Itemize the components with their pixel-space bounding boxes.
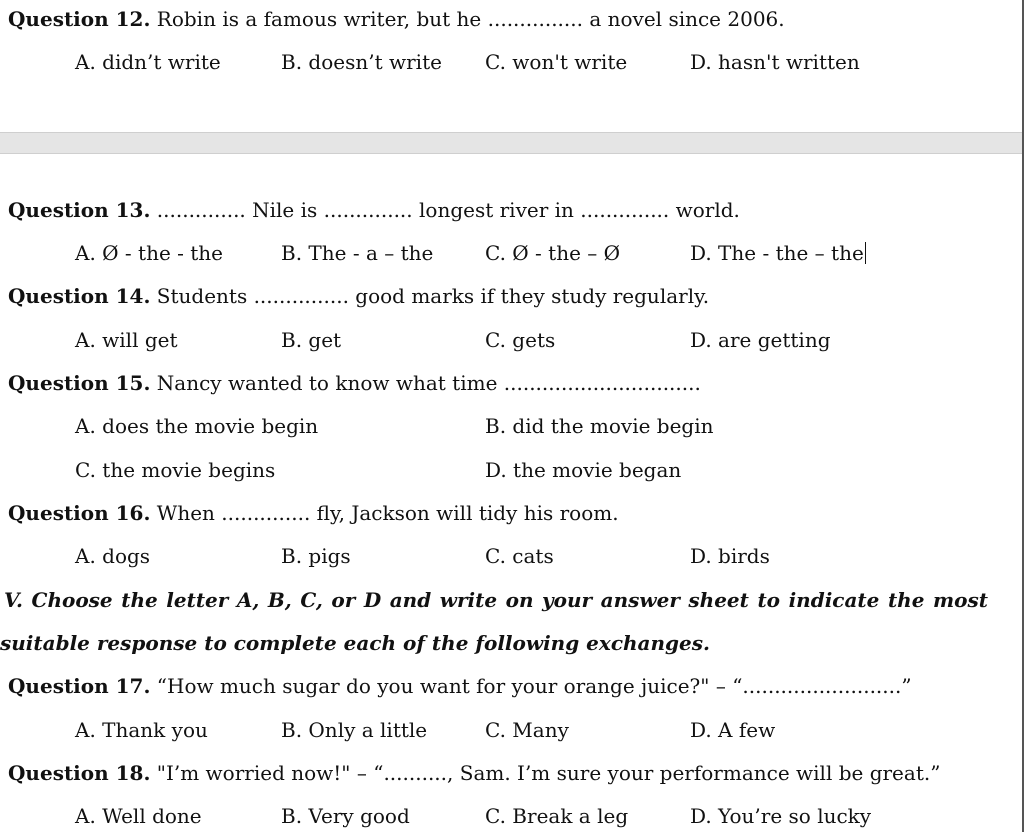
option-d: D. You’re so lucky — [690, 804, 872, 828]
option-c: C. gets — [485, 328, 556, 352]
option-d: D. birds — [690, 544, 770, 568]
option-d: D. The - the – the — [690, 241, 864, 265]
question-13 — [8, 198, 740, 222]
option-d: D. are getting — [690, 328, 831, 352]
option-c: C. the movie begins — [75, 458, 276, 482]
option-c: C. won't write — [485, 50, 628, 74]
question-text: When .............. fly, Jackson will tidy his room. — [150, 501, 619, 525]
question-text: Students ............... good marks if they study regularly. — [150, 284, 710, 308]
page-break-band — [0, 132, 1022, 154]
option-a: A. dogs — [75, 544, 151, 568]
option-a: A. does the movie begin — [75, 414, 319, 438]
question-text: Nancy wanted to know what time ............................... — [150, 371, 701, 395]
option-b: B. Very good — [281, 804, 410, 828]
question-18 — [8, 761, 940, 785]
option-a: A. Thank you — [75, 718, 208, 742]
option-c: C. Break a leg — [485, 804, 629, 828]
question-17 — [8, 674, 912, 698]
question-label: Question 17. — [8, 674, 151, 698]
option-d-with-caret[interactable] — [690, 241, 866, 265]
question-text: .............. Nile is .............. longest river in .............. world. — [150, 198, 740, 222]
question-label: Question 16. — [8, 501, 151, 525]
option-b: B. pigs — [281, 544, 351, 568]
option-c: C. cats — [485, 544, 554, 568]
question-16 — [8, 501, 619, 525]
section-v-instruction-line-1: V. Choose the letter A, B, C, or D and write on your answer sheet to indicate the most — [4, 588, 988, 612]
option-b: B. did the movie begin — [485, 414, 714, 438]
question-text: Robin is a famous writer, but he ............... a novel since 2006. — [150, 7, 785, 31]
text-cursor — [865, 242, 866, 264]
option-b: B. Only a little — [281, 718, 428, 742]
option-d: D. A few — [690, 718, 776, 742]
option-c: C. Ø - the – Ø — [485, 241, 621, 265]
question-12 — [8, 7, 785, 31]
option-a: A. will get — [75, 328, 178, 352]
question-text: “How much sugar do you want for your orange juice?" – “.........................” — [150, 674, 912, 698]
option-d: D. hasn't written — [690, 50, 860, 74]
option-b: B. The - a – the — [281, 241, 434, 265]
option-a: A. didn’t write — [75, 50, 221, 74]
option-c: C. Many — [485, 718, 569, 742]
question-label: Question 14. — [8, 284, 151, 308]
option-b: B. doesn’t write — [281, 50, 442, 74]
option-a: A. Well done — [75, 804, 202, 828]
option-b: B. get — [281, 328, 342, 352]
question-text: "I’m worried now!" – “.........., Sam. I’m sure your performance will be great.” — [150, 761, 941, 785]
question-15 — [8, 371, 701, 395]
question-label: Question 12. — [8, 7, 151, 31]
option-a: A. Ø - the - the — [75, 241, 224, 265]
question-label: Question 18. — [8, 761, 151, 785]
section-v-instruction-line-2: suitable response to complete each of the following exchanges. — [0, 631, 710, 655]
option-d: D. the movie began — [485, 458, 682, 482]
question-label: Question 15. — [8, 371, 151, 395]
question-14 — [8, 284, 709, 308]
question-label: Question 13. — [8, 198, 151, 222]
